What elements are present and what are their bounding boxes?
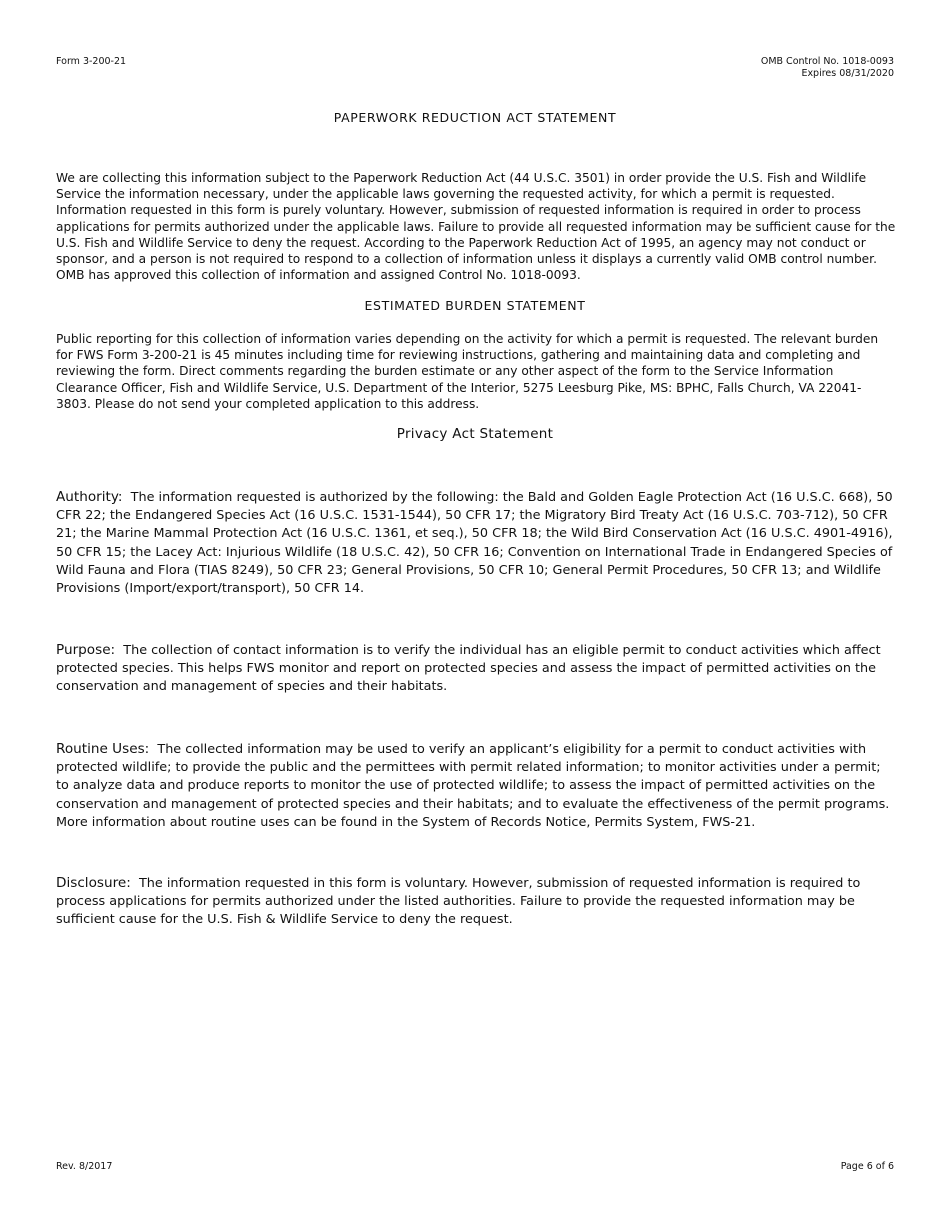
authority-text: The information requested is authorized by the following: the Bald and Golden Eagle Protection Act (16 U.S.C. 668), 50 CFR 22; the Endangered Species Act (16 U.S.C. 1531-1544), 50 CFR 17; the Migratory Bird Treaty Act (16 U.S.C. 703-712), 50 CFR 21; the Marine Mammal Protection Act (16 U.S.C. 1361, et seq.), 50 CFR 18; the Wild Bird Conservation Act (16 U.S.C. 4901-4916), 50 CFR 15; the Lacey Act: Injurious Wildlife (18 U.S.C. 42), 50 CFR 16; Convention on International Trade in Endangered Species of Wild Fauna and Flora (TIAS 8249), 50 CFR 23; General Provisions, 50 CFR 10; General Permit Procedures, 50 CFR 13; and Wildlife Provisions (Import/export/transport), 50 CFR 14. — [56, 490, 893, 597]
purpose-label: Purpose: — [56, 642, 116, 658]
revision-date: Rev. 8/2017 — [56, 1161, 113, 1172]
form-number: Form 3-200-21 — [56, 56, 127, 67]
routine-uses-text: The collected information may be used to verify an applicant’s eligibility for a permit to conduct activities with protected wildlife; to provide the public and the permittees with permit related information; to monitor activities under a permit; to analyze data and produce reports to monitor the use of protected wildlife; to assess the impact of permitted activities on the conservation and management of protected species and their habitats; and to evaluate the effectiveness of the permit programs. More information about routine uses can be found in the System of Records Notice, Permits System, FWS-21. — [56, 742, 890, 830]
disclosure-text: The information requested in this form is voluntary. However, submission of requested information is required to process applications for permits authorized under the listed authorities. Failure to provide the requested information may be sufficient cause for the U.S. Fish & Wildlife Service to deny the request. — [56, 876, 861, 928]
authority-label: Authority: — [56, 489, 123, 505]
paperwork-body: We are collecting this information subject to the Paperwork Reduction Act (44 U.S.C. 3501) in order provide the U.S. Fish and Wildlife Service the information necessary, under the applicable laws governing the requested activity, for which a permit is requested. Information requested in this form is purely voluntary. However, submission of requested information is required in order to process applications for permits authorized under the applicable laws. Failure to provide all requested information may be sufficient cause for the U.S. Fish and Wildlife Service to deny the request. According to the Paperwork Reduction Act of 1995, an agency may not conduct or sponsor, and a person is not required to respond to a collection of information unless it displays a currently valid OMB control number. OMB has approved this collection of information and assigned Control No. 1018-0093. — [56, 171, 896, 283]
omb-expiration: Expires 08/31/2020 — [801, 68, 894, 79]
disclosure-label: Disclosure: — [56, 875, 131, 891]
burden-heading: ESTIMATED BURDEN STATEMENT — [364, 298, 586, 313]
omb-header — [761, 56, 894, 80]
authority-paragraph — [56, 488, 896, 598]
purpose-text: The collection of contact information is to verify the individual has an eligible permit to conduct activities which affect protected species. This helps FWS monitor and report on protected species and assess the impact of permitted activities on the conservation and management of species and their habitats. — [56, 643, 881, 695]
page-number: Page 6 of 6 — [840, 1161, 894, 1172]
omb-control-number: OMB Control No. 1018-0093 — [760, 56, 894, 67]
purpose-paragraph — [56, 641, 896, 697]
burden-body: Public reporting for this collection of information varies depending on the activity for which a permit is requested. The relevant burden for FWS Form 3-200-21 is 45 minutes including time for reviewing instructions, gathering and maintaining data and completing and reviewing the form. Direct comments regarding the burden estimate or any other aspect of the form to the Service Information Clearance Officer, Fish and Wildlife Service, U.S. Department of the Interior, 5275 Leesburg Pike, MS: BPHC, Falls Church, VA 22041-3803. Please do not send your completed application to this address. — [56, 332, 879, 411]
privacy-heading: Privacy Act Statement — [396, 426, 554, 442]
routine-uses-label: Routine Uses: — [56, 741, 150, 757]
disclosure-paragraph — [56, 874, 896, 930]
routine-uses-paragraph — [56, 740, 896, 832]
paperwork-heading: PAPERWORK REDUCTION ACT STATEMENT — [333, 110, 617, 125]
